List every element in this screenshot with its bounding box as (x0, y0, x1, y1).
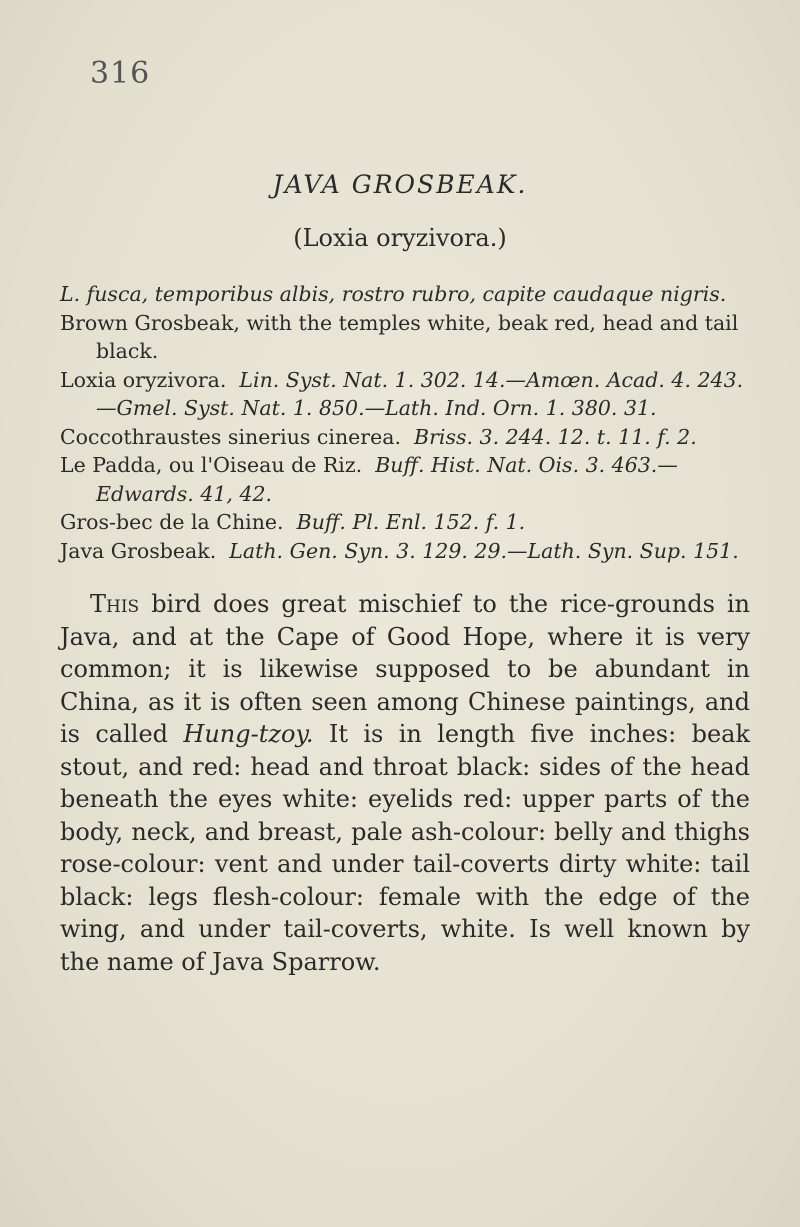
english-description: Brown Grosbeak, with the temples white, beak red, head and tail black. (60, 310, 739, 363)
chinese-name: Hung-tzoy. (183, 720, 314, 748)
paragraph-lead: This (90, 590, 140, 618)
latin-name: (Loxia oryzivora.) (293, 224, 507, 252)
synonym-reference: Lath. Gen. Syn. 3. 129. 29.—Lath. Syn. Sup. 151. (229, 538, 739, 563)
synonym-name: Java Grosbeak. (60, 538, 217, 563)
synonymy-entry (60, 537, 750, 566)
synonym-reference: Lin. Syst. Nat. 1. 302. 14.—Amœn. Acad. 4. 243.—Gmel. Syst. Nat. 1. 850.—Lath. Ind. Orn. 1. 380. 31. (96, 367, 744, 420)
synonym-name: Coccothraustes sinerius cinerea. (60, 424, 401, 449)
paragraph-text: It is in length five inches: beak stout, and red: head and throat black: sides of the head beneath the eyes white: eyelids red: upper parts of the body, neck, and breast, pale ash-colour: belly and thighs rose-colour: vent and under tail-coverts dirty white: tail black: legs flesh-colour: female with the edge of the wing, and under tail-coverts, white. Is well known by the name of Java Sparrow. (60, 720, 750, 976)
latin-description: L. fusca, temporibus albis, rostro rubro, capite caudaque nigris. (60, 282, 727, 306)
synonym-reference: Buff. Hist. Nat. Ois. 3. 463.—Edwards. 41, 42. (96, 453, 678, 506)
paragraph-text: bird does great mischief to the rice-grounds in Java, and at the Cape of Good Hope, where it is very common; it is likewise supposed to be abundant in China, as it is often seen among Chinese paintings, and is called (60, 590, 750, 748)
synonymy-entry (60, 451, 750, 508)
synonym-name: Le Padda, ou l'Oiseau de Riz. (60, 453, 363, 477)
synonym-name: Loxia oryzivora. (60, 367, 227, 392)
page-title: JAVA GROSBEAK. (272, 170, 528, 199)
synonymy-entry (60, 280, 750, 309)
synonymy-entry (60, 309, 750, 366)
synonym-reference: Buff. Pl. Enl. 152. f. 1. (296, 510, 526, 534)
synonym-reference: Briss. 3. 244. 12. t. 11. f. 2. (414, 424, 697, 449)
description-paragraph (60, 588, 750, 978)
synonymy-entry (60, 508, 750, 537)
synonymy-entry (60, 423, 750, 452)
synonym-name: Gros-bec de la Chine. (60, 510, 284, 534)
page-number: 316 (90, 56, 151, 91)
synonymy-list (60, 280, 750, 565)
synonymy-entry (60, 366, 750, 423)
